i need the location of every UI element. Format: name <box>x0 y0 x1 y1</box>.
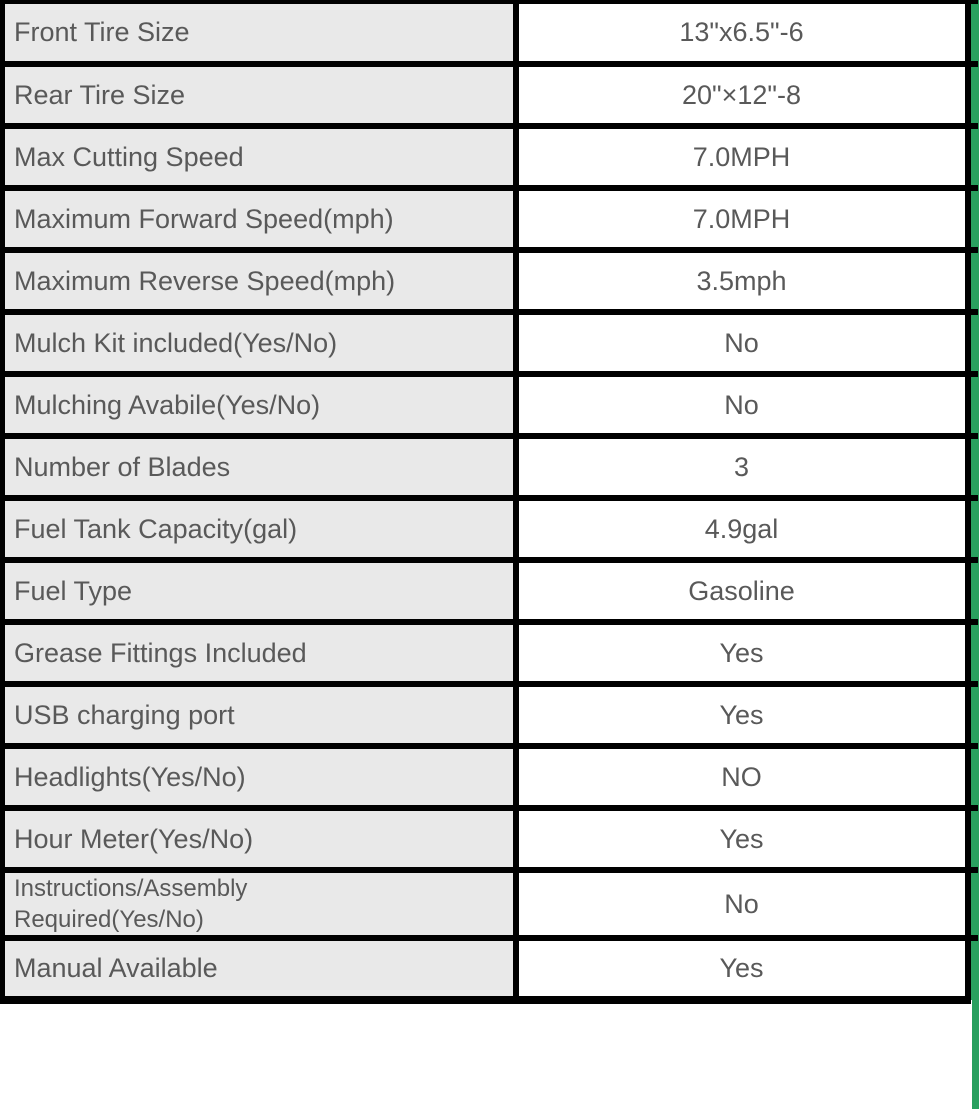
spec-label-cell: USB charging port <box>3 684 516 746</box>
spec-value-cell: No <box>516 374 968 436</box>
spec-label-cell: Manual Available <box>3 938 516 1000</box>
row-edge-cell <box>968 436 978 498</box>
row-edge-cell <box>968 938 978 1000</box>
row-edge-cell <box>968 684 978 746</box>
row-edge-cell <box>968 746 978 808</box>
spec-label-cell: Rear Tire Size <box>3 64 516 126</box>
row-edge-cell <box>968 126 978 188</box>
spec-value-cell: No <box>516 870 968 938</box>
spec-label-cell: Front Tire Size <box>3 2 516 64</box>
row-edge-cell <box>968 622 978 684</box>
spec-value-cell: No <box>516 312 968 374</box>
spec-row <box>3 560 978 622</box>
row-edge-cell <box>968 188 978 250</box>
spec-value-cell: 20"×12"-8 <box>516 64 968 126</box>
spec-value-cell: Gasoline <box>516 560 968 622</box>
spec-row <box>3 938 978 1000</box>
spec-value-cell: 3.5mph <box>516 250 968 312</box>
spec-label-cell: Headlights(Yes/No) <box>3 746 516 808</box>
spec-row <box>3 126 978 188</box>
spec-label-cell: Instructions/Assembly Required(Yes/No) <box>3 870 516 938</box>
spec-row <box>3 2 978 64</box>
row-edge-cell <box>968 870 978 938</box>
spec-row <box>3 188 978 250</box>
spec-value-cell: 7.0MPH <box>516 126 968 188</box>
row-edge-cell <box>968 2 978 64</box>
spec-value-cell: 4.9gal <box>516 498 968 560</box>
spec-label-cell: Fuel Type <box>3 560 516 622</box>
spec-value-cell: 3 <box>516 436 968 498</box>
spec-label-cell: Maximum Reverse Speed(mph) <box>3 250 516 312</box>
row-edge-cell <box>968 64 978 126</box>
spec-value-cell: NO <box>516 746 968 808</box>
spec-row <box>3 622 978 684</box>
spec-label-cell: Grease Fittings Included <box>3 622 516 684</box>
spec-value-cell: 7.0MPH <box>516 188 968 250</box>
spec-value-cell: Yes <box>516 622 968 684</box>
row-edge-cell <box>968 808 978 870</box>
spec-value-cell: 13"x6.5"-6 <box>516 2 968 64</box>
spec-row <box>3 436 978 498</box>
spec-row <box>3 746 978 808</box>
row-edge-cell <box>968 312 978 374</box>
spec-label-cell: Number of Blades <box>3 436 516 498</box>
spec-value-cell: Yes <box>516 808 968 870</box>
row-edge-cell <box>968 560 978 622</box>
spec-label-cell: Max Cutting Speed <box>3 126 516 188</box>
spec-label-cell: Hour Meter(Yes/No) <box>3 808 516 870</box>
row-edge-cell <box>968 374 978 436</box>
spec-row <box>3 250 978 312</box>
spec-label-cell: Mulching Avabile(Yes/No) <box>3 374 516 436</box>
spec-row <box>3 374 978 436</box>
spec-row <box>3 808 978 870</box>
spec-row <box>3 870 978 938</box>
spec-row <box>3 684 978 746</box>
row-edge-cell <box>968 250 978 312</box>
spec-row <box>3 498 978 560</box>
spec-value-cell: Yes <box>516 938 968 1000</box>
row-edge-cell <box>968 498 978 560</box>
spec-row <box>3 64 978 126</box>
spec-value-cell: Yes <box>516 684 968 746</box>
spec-label-cell: Mulch Kit included(Yes/No) <box>3 312 516 374</box>
spec-label-cell: Fuel Tank Capacity(gal) <box>3 498 516 560</box>
specs-table-body <box>3 2 978 1000</box>
spec-row <box>3 312 978 374</box>
spec-label-cell: Maximum Forward Speed(mph) <box>3 188 516 250</box>
